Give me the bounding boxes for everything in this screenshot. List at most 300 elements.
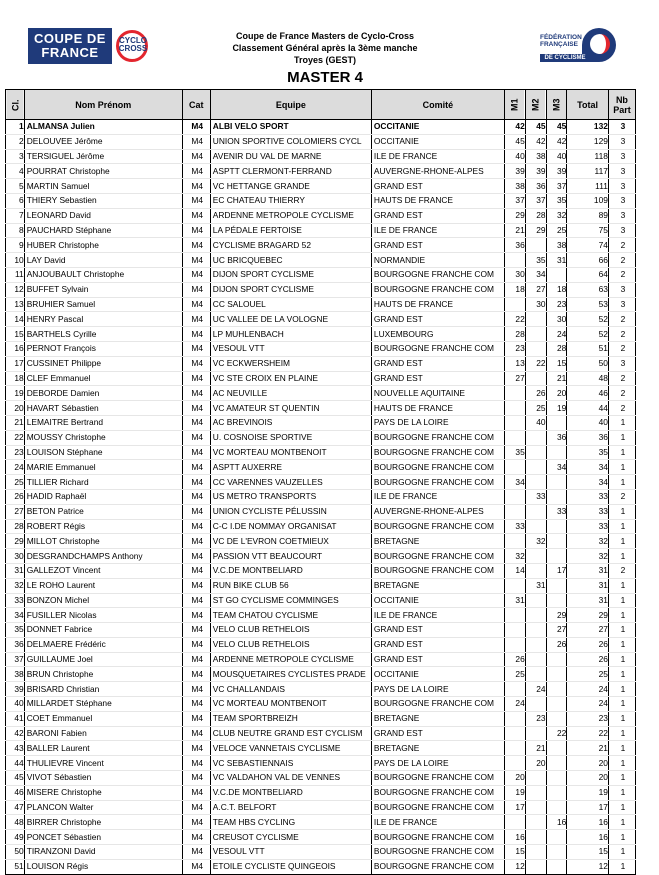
committee-cell: BOURGOGNE FRANCHE COM <box>371 830 504 845</box>
cat-cell: M4 <box>182 608 210 623</box>
name-cell: THIERY Sebastien <box>24 193 182 208</box>
committee-cell: BOURGOGNE FRANCHE COM <box>371 800 504 815</box>
team-cell: DIJON SPORT CYCLISME <box>210 282 371 297</box>
team-cell: VC HETTANGE GRANDE <box>210 179 371 194</box>
total-cell: 34 <box>567 475 609 490</box>
name-cell: PERNOT François <box>24 341 182 356</box>
table-row <box>6 652 636 667</box>
part-cell: 1 <box>608 682 635 697</box>
rank-cell: 2 <box>6 134 25 149</box>
total-cell: 17 <box>567 800 609 815</box>
team-cell: AVENIR DU VAL DE MARNE <box>210 149 371 164</box>
cat-cell: M4 <box>182 593 210 608</box>
team-cell: VELOCE VANNETAIS CYCLISME <box>210 741 371 756</box>
team-cell: ARDENNE METROPOLE CYCLISME <box>210 652 371 667</box>
m2-cell <box>525 549 546 564</box>
col-header-m3: M3 <box>546 90 567 120</box>
part-cell: 1 <box>608 667 635 682</box>
total-cell: 31 <box>567 563 609 578</box>
total-cell: 27 <box>567 623 609 638</box>
m2-cell: 37 <box>525 193 546 208</box>
table-row <box>6 282 636 297</box>
part-cell: 1 <box>608 785 635 800</box>
total-cell: 16 <box>567 815 609 830</box>
m3-cell: 24 <box>546 327 567 342</box>
rank-cell: 6 <box>6 193 25 208</box>
rank-cell: 14 <box>6 312 25 327</box>
m3-cell: 20 <box>546 386 567 401</box>
part-cell: 1 <box>608 815 635 830</box>
m2-cell: 25 <box>525 401 546 416</box>
committee-cell: BOURGOGNE FRANCHE COM <box>371 549 504 564</box>
m2-cell: 36 <box>525 179 546 194</box>
total-cell: 46 <box>567 386 609 401</box>
total-cell: 74 <box>567 238 609 253</box>
m1-cell <box>504 726 525 741</box>
rank-cell: 46 <box>6 785 25 800</box>
total-cell: 33 <box>567 519 609 534</box>
part-cell: 1 <box>608 830 635 845</box>
m2-cell <box>525 697 546 712</box>
m1-cell: 22 <box>504 312 525 327</box>
team-cell: VC VALDAHON VAL DE VENNES <box>210 771 371 786</box>
cat-cell: M4 <box>182 519 210 534</box>
rank-cell: 15 <box>6 327 25 342</box>
m2-cell: 39 <box>525 164 546 179</box>
rank-cell: 37 <box>6 652 25 667</box>
committee-cell: BRETAGNE <box>371 741 504 756</box>
table-row <box>6 371 636 386</box>
rank-cell: 28 <box>6 519 25 534</box>
m3-cell <box>546 667 567 682</box>
m2-cell <box>525 430 546 445</box>
m2-cell <box>525 519 546 534</box>
part-cell: 3 <box>608 179 635 194</box>
part-cell: 1 <box>608 475 635 490</box>
name-cell: TERSIGUEL Jérôme <box>24 149 182 164</box>
committee-cell: HAUTS DE FRANCE <box>371 193 504 208</box>
cat-cell: M4 <box>182 179 210 194</box>
total-cell: 26 <box>567 652 609 667</box>
total-cell: 16 <box>567 830 609 845</box>
m2-cell: 40 <box>525 415 546 430</box>
m1-cell: 32 <box>504 549 525 564</box>
team-cell: US METRO TRANSPORTS <box>210 489 371 504</box>
m3-cell <box>546 415 567 430</box>
rank-cell: 20 <box>6 401 25 416</box>
ranking-subtitle: Classement Général après la 3ème manche <box>232 43 418 53</box>
cat-cell: M4 <box>182 534 210 549</box>
part-cell: 3 <box>608 223 635 238</box>
m2-cell <box>525 785 546 800</box>
m2-cell <box>525 593 546 608</box>
committee-cell: PAYS DE LA LOIRE <box>371 415 504 430</box>
m1-cell: 42 <box>504 120 525 135</box>
name-cell: LOUISON Stéphane <box>24 445 182 460</box>
rank-cell: 38 <box>6 667 25 682</box>
total-cell: 22 <box>567 726 609 741</box>
rank-cell: 48 <box>6 815 25 830</box>
part-cell: 3 <box>608 134 635 149</box>
team-cell: LA PÉDALE FERTOISE <box>210 223 371 238</box>
cat-cell: M4 <box>182 327 210 342</box>
m3-cell: 35 <box>546 193 567 208</box>
table-row <box>6 667 636 682</box>
m1-cell: 14 <box>504 563 525 578</box>
cat-cell: M4 <box>182 415 210 430</box>
m3-cell: 34 <box>546 460 567 475</box>
m3-cell <box>546 445 567 460</box>
table-row <box>6 697 636 712</box>
table-row <box>6 593 636 608</box>
m2-cell: 27 <box>525 282 546 297</box>
committee-cell: BOURGOGNE FRANCHE COM <box>371 430 504 445</box>
total-cell: 32 <box>567 534 609 549</box>
part-cell: 3 <box>608 356 635 371</box>
m2-cell: 38 <box>525 149 546 164</box>
team-cell: CYCLISME BRAGARD 52 <box>210 238 371 253</box>
event-location: Troyes (GEST) <box>293 55 356 65</box>
team-cell: VESOUL VTT <box>210 341 371 356</box>
cat-cell: M4 <box>182 504 210 519</box>
committee-cell: ILE DE FRANCE <box>371 223 504 238</box>
name-cell: HAVART Sébastien <box>24 401 182 416</box>
m1-cell: 39 <box>504 164 525 179</box>
rank-cell: 29 <box>6 534 25 549</box>
table-row <box>6 179 636 194</box>
committee-cell: ILE DE FRANCE <box>371 815 504 830</box>
committee-cell: BOURGOGNE FRANCHE COM <box>371 845 504 860</box>
cat-cell: M4 <box>182 549 210 564</box>
cat-cell: M4 <box>182 371 210 386</box>
cat-cell: M4 <box>182 682 210 697</box>
team-cell: CLUB NEUTRE GRAND EST CYCLISM <box>210 726 371 741</box>
table-row <box>6 830 636 845</box>
m3-cell <box>546 549 567 564</box>
coupe-de-france-logo <box>28 28 154 64</box>
part-cell: 1 <box>608 652 635 667</box>
m3-cell <box>546 785 567 800</box>
cat-cell: M4 <box>182 356 210 371</box>
team-cell: UC BRICQUEBEC <box>210 253 371 268</box>
part-cell: 2 <box>608 238 635 253</box>
team-cell: ST GO CYCLISME COMMINGES <box>210 593 371 608</box>
cat-cell: M4 <box>182 430 210 445</box>
cat-cell: M4 <box>182 859 210 874</box>
name-cell: BALLER Laurent <box>24 741 182 756</box>
team-cell: TEAM HBS CYCLING <box>210 815 371 830</box>
m3-cell: 21 <box>546 371 567 386</box>
m1-cell: 38 <box>504 179 525 194</box>
committee-cell: GRAND EST <box>371 179 504 194</box>
col-header-part: Nb Part <box>608 90 635 120</box>
table-row <box>6 682 636 697</box>
m3-cell <box>546 741 567 756</box>
rank-cell: 44 <box>6 756 25 771</box>
name-cell: GALLEZOT Vincent <box>24 563 182 578</box>
rank-cell: 13 <box>6 297 25 312</box>
m1-cell <box>504 386 525 401</box>
cat-cell: M4 <box>182 460 210 475</box>
total-cell: 44 <box>567 401 609 416</box>
name-cell: ROBERT Régis <box>24 519 182 534</box>
m2-cell: 35 <box>525 253 546 268</box>
m1-cell: 23 <box>504 341 525 356</box>
committee-cell: ILE DE FRANCE <box>371 489 504 504</box>
rank-cell: 18 <box>6 371 25 386</box>
rank-cell: 8 <box>6 223 25 238</box>
page-title: MASTER 4 <box>287 69 363 86</box>
table-row <box>6 164 636 179</box>
team-cell: VC STE CROIX EN PLAINE <box>210 371 371 386</box>
table-row <box>6 401 636 416</box>
event-title: Coupe de France Masters de Cyclo-Cross <box>235 31 415 41</box>
m2-cell: 20 <box>525 756 546 771</box>
total-cell: 21 <box>567 741 609 756</box>
table-row <box>6 297 636 312</box>
m3-cell <box>546 859 567 874</box>
team-cell: RUN BIKE CLUB 56 <box>210 578 371 593</box>
m2-cell <box>525 371 546 386</box>
team-cell: AC NEUVILLE <box>210 386 371 401</box>
m3-cell <box>546 519 567 534</box>
part-cell: 2 <box>608 341 635 356</box>
m1-cell <box>504 401 525 416</box>
total-cell: 63 <box>567 282 609 297</box>
cat-cell: M4 <box>182 445 210 460</box>
table-row <box>6 149 636 164</box>
rank-cell: 16 <box>6 341 25 356</box>
committee-cell: BOURGOGNE FRANCHE COM <box>371 475 504 490</box>
rank-cell: 22 <box>6 430 25 445</box>
part-cell: 2 <box>608 371 635 386</box>
part-cell: 1 <box>608 726 635 741</box>
team-cell: V.C.DE MONTBELIARD <box>210 563 371 578</box>
name-cell: HENRY Pascal <box>24 312 182 327</box>
total-cell: 36 <box>567 430 609 445</box>
part-cell: 3 <box>608 193 635 208</box>
m1-cell <box>504 297 525 312</box>
total-cell: 111 <box>567 179 609 194</box>
table-row <box>6 223 636 238</box>
name-cell: BUFFET Sylvain <box>24 282 182 297</box>
table-row <box>6 608 636 623</box>
m2-cell <box>525 800 546 815</box>
name-cell: MARTIN Samuel <box>24 179 182 194</box>
m1-cell <box>504 711 525 726</box>
total-cell: 52 <box>567 312 609 327</box>
m1-cell <box>504 578 525 593</box>
m1-cell <box>504 253 525 268</box>
name-cell: MISERE Christophe <box>24 785 182 800</box>
m3-cell <box>546 578 567 593</box>
m1-cell: 24 <box>504 697 525 712</box>
part-cell: 3 <box>608 297 635 312</box>
total-cell: 89 <box>567 208 609 223</box>
total-cell: 24 <box>567 697 609 712</box>
m2-cell <box>525 726 546 741</box>
rank-cell: 26 <box>6 489 25 504</box>
col-header-name: Nom Prénom <box>24 90 182 120</box>
cat-cell: M4 <box>182 845 210 860</box>
total-cell: 52 <box>567 327 609 342</box>
part-cell: 2 <box>608 253 635 268</box>
total-cell: 26 <box>567 637 609 652</box>
name-cell: MARIE Emmanuel <box>24 460 182 475</box>
total-cell: 117 <box>567 164 609 179</box>
rank-cell: 25 <box>6 475 25 490</box>
committee-cell: BOURGOGNE FRANCHE COM <box>371 341 504 356</box>
committee-cell: OCCITANIE <box>371 120 504 135</box>
cat-cell: M4 <box>182 726 210 741</box>
rank-cell: 3 <box>6 149 25 164</box>
m1-cell: 31 <box>504 593 525 608</box>
total-cell: 66 <box>567 253 609 268</box>
m2-cell <box>525 771 546 786</box>
name-cell: HUBER Christophe <box>24 238 182 253</box>
rank-cell: 17 <box>6 356 25 371</box>
m2-cell: 32 <box>525 534 546 549</box>
name-cell: ANJOUBAULT Christophe <box>24 267 182 282</box>
m3-cell: 28 <box>546 341 567 356</box>
team-cell: C-C I.DE NOMMAY ORGANISAT <box>210 519 371 534</box>
part-cell: 2 <box>608 312 635 327</box>
team-cell: CREUSOT CYCLISME <box>210 830 371 845</box>
part-cell: 1 <box>608 608 635 623</box>
rank-cell: 47 <box>6 800 25 815</box>
logo-text-bottom: FRANCE <box>41 45 99 60</box>
m2-cell <box>525 859 546 874</box>
committee-cell: GRAND EST <box>371 726 504 741</box>
table-row <box>6 415 636 430</box>
total-cell: 64 <box>567 267 609 282</box>
cat-cell: M4 <box>182 815 210 830</box>
cat-cell: M4 <box>182 711 210 726</box>
m3-cell: 23 <box>546 297 567 312</box>
ffc-logo <box>540 26 620 66</box>
m1-cell: 26 <box>504 652 525 667</box>
table-row <box>6 549 636 564</box>
total-cell: 48 <box>567 371 609 386</box>
name-cell: LOUISON Régis <box>24 859 182 874</box>
team-cell: MOUSQUETAIRES CYCLISTES PRADE <box>210 667 371 682</box>
col-header-m2: M2 <box>525 90 546 120</box>
table-row <box>6 193 636 208</box>
name-cell: PONCET Sébastien <box>24 830 182 845</box>
m1-cell <box>504 608 525 623</box>
m1-cell: 19 <box>504 785 525 800</box>
rank-cell: 30 <box>6 549 25 564</box>
ranking-table <box>5 89 636 875</box>
m1-cell: 27 <box>504 371 525 386</box>
name-cell: BRISARD Christian <box>24 682 182 697</box>
committee-cell: GRAND EST <box>371 356 504 371</box>
name-cell: PAUCHARD Stéphane <box>24 223 182 238</box>
m1-cell: 30 <box>504 267 525 282</box>
m3-cell: 38 <box>546 238 567 253</box>
team-cell: VC DE L'EVRON COETMIEUX <box>210 534 371 549</box>
name-cell: LE ROHO Laurent <box>24 578 182 593</box>
cat-cell: M4 <box>182 208 210 223</box>
m3-cell <box>546 756 567 771</box>
table-row <box>6 253 636 268</box>
committee-cell: PAYS DE LA LOIRE <box>371 756 504 771</box>
m2-cell <box>525 341 546 356</box>
m2-cell <box>525 504 546 519</box>
rank-cell: 42 <box>6 726 25 741</box>
ffc-logo-text: FÉDÉRATION FRANÇAISE <box>540 34 582 48</box>
committee-cell: BOURGOGNE FRANCHE COM <box>371 460 504 475</box>
total-cell: 31 <box>567 593 609 608</box>
committee-cell: GRAND EST <box>371 208 504 223</box>
rank-cell: 40 <box>6 697 25 712</box>
total-cell: 34 <box>567 460 609 475</box>
table-row <box>6 386 636 401</box>
m2-cell: 29 <box>525 223 546 238</box>
part-cell: 1 <box>608 771 635 786</box>
name-cell: DELOUVEE Jérôme <box>24 134 182 149</box>
table-row <box>6 578 636 593</box>
committee-cell: AUVERGNE-RHONE-ALPES <box>371 504 504 519</box>
rank-cell: 24 <box>6 460 25 475</box>
m1-cell <box>504 623 525 638</box>
team-cell: VC CHALLANDAIS <box>210 682 371 697</box>
m3-cell: 19 <box>546 401 567 416</box>
table-row <box>6 475 636 490</box>
cat-cell: M4 <box>182 652 210 667</box>
m2-cell <box>525 652 546 667</box>
cat-cell: M4 <box>182 312 210 327</box>
team-cell: VC MORTEAU MONTBENOIT <box>210 445 371 460</box>
cat-cell: M4 <box>182 741 210 756</box>
table-row <box>6 741 636 756</box>
name-cell: FUSILLER Nicolas <box>24 608 182 623</box>
name-cell: HADID Raphaël <box>24 489 182 504</box>
rank-cell: 4 <box>6 164 25 179</box>
m3-cell <box>546 682 567 697</box>
m1-cell: 33 <box>504 519 525 534</box>
cat-cell: M4 <box>182 120 210 135</box>
m2-cell <box>525 475 546 490</box>
m1-cell <box>504 504 525 519</box>
cat-cell: M4 <box>182 667 210 682</box>
name-cell: PLANCON Walter <box>24 800 182 815</box>
committee-cell: HAUTS DE FRANCE <box>371 297 504 312</box>
m3-cell <box>546 697 567 712</box>
m3-cell: 15 <box>546 356 567 371</box>
part-cell: 1 <box>608 445 635 460</box>
team-cell: LP MUHLENBACH <box>210 327 371 342</box>
team-cell: ASPTT AUXERRE <box>210 460 371 475</box>
committee-cell: BOURGOGNE FRANCHE COM <box>371 771 504 786</box>
rank-cell: 35 <box>6 623 25 638</box>
team-cell: ETOILE CYCLISTE QUINGEOIS <box>210 859 371 874</box>
m2-cell: 30 <box>525 297 546 312</box>
team-cell: VC MORTEAU MONTBENOIT <box>210 697 371 712</box>
part-cell: 1 <box>608 623 635 638</box>
total-cell: 12 <box>567 859 609 874</box>
part-cell: 1 <box>608 549 635 564</box>
part-cell: 1 <box>608 697 635 712</box>
name-cell: DESGRANDCHAMPS Anthony <box>24 549 182 564</box>
team-cell: PASSION VTT BEAUCOURT <box>210 549 371 564</box>
part-cell: 1 <box>608 578 635 593</box>
table-row <box>6 771 636 786</box>
table-row <box>6 534 636 549</box>
logo-text-top: COUPE DE <box>34 31 106 46</box>
m3-cell <box>546 267 567 282</box>
cat-cell: M4 <box>182 134 210 149</box>
